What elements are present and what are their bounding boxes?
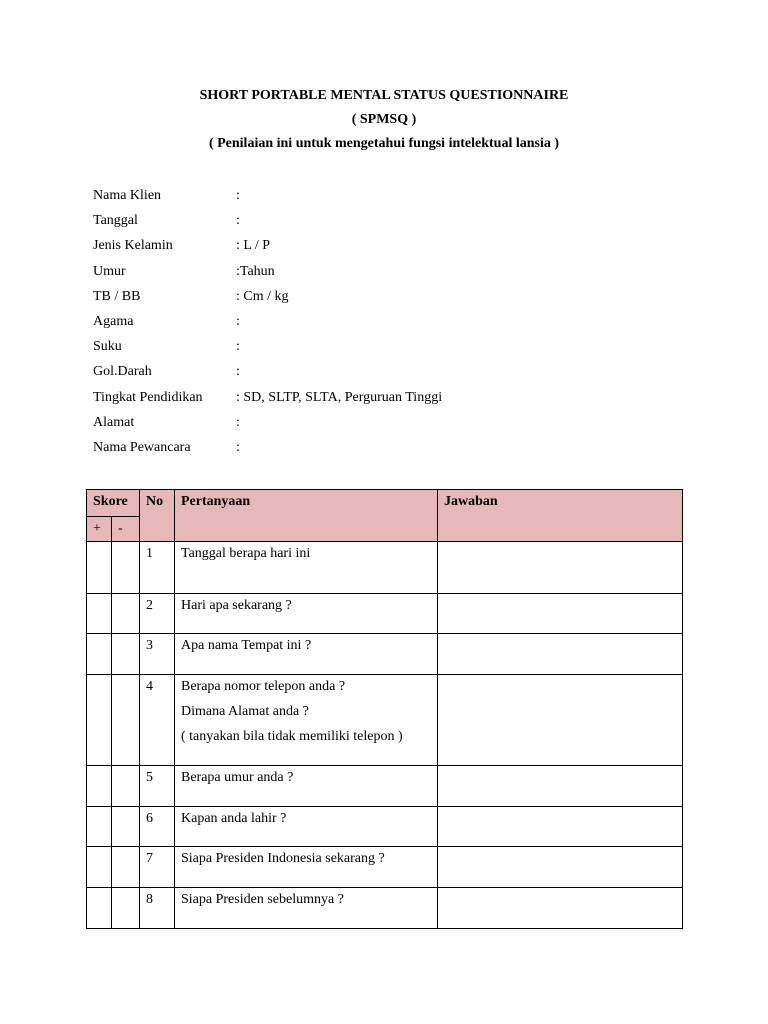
question-text: Apa nama Tempat ini ? [181,638,312,653]
questionnaire-table [86,489,683,929]
field-value: : Cm / kg [236,288,289,304]
table-row [87,888,683,929]
answer-cell[interactable] [438,766,683,807]
row-number [140,542,175,594]
score-minus-cell[interactable] [112,594,140,634]
row-number [140,675,175,766]
answer-cell[interactable] [438,888,683,929]
field-label: Umur [93,263,126,279]
score-plus-cell[interactable] [87,542,112,594]
row-number-label: 5 [146,770,153,785]
header-pertanyaan-label: Pertanyaan [181,494,251,509]
row-number-label: 4 [146,679,153,694]
row-number [140,634,175,675]
field-alamat [93,413,693,438]
field-label: Gol.Darah [93,364,152,380]
score-minus-cell[interactable] [112,634,140,675]
header-minus [112,517,140,542]
table-row [87,542,683,594]
answer-cell[interactable] [438,847,683,888]
header-skore-label: Skore [93,494,128,509]
field-label: Tingkat Pendidikan [93,389,203,405]
score-plus-cell[interactable] [87,634,112,675]
question-cell [175,847,438,888]
field-agama [93,312,693,337]
field-nama-pewancara [93,438,693,463]
field-suku [93,337,693,362]
field-value: : [236,414,240,430]
question-line: Dimana Alamat anda ? [181,704,309,719]
score-minus-cell[interactable] [112,847,140,888]
field-value: : [236,188,240,203]
question-text: Kapan anda lahir ? [181,811,287,826]
score-plus-cell[interactable] [87,594,112,634]
question-line: Berapa nomor telepon anda ? [181,679,346,694]
field-label: Alamat [93,414,135,430]
question-text: Siapa Presiden Indonesia sekarang ? [181,851,385,866]
answer-cell[interactable] [438,675,683,766]
answer-cell[interactable] [438,594,683,634]
header-plus [87,517,112,542]
field-label: Agama [93,313,134,329]
score-plus-cell[interactable] [87,675,112,766]
field-nama-klien [93,186,693,211]
question-text: Hari apa sekarang ? [181,598,292,613]
row-number [140,807,175,847]
row-number-label: 2 [146,598,153,613]
table-row [87,766,683,807]
field-label: Suku [93,339,122,355]
field-tingkat-pendidikan [93,388,693,413]
field-umur [93,262,693,287]
row-number-label: 8 [146,892,153,907]
row-number-label: 7 [146,851,153,866]
field-gol-darah [93,362,693,387]
question-cell [175,888,438,929]
answer-cell[interactable] [438,634,683,675]
question-note: ( tanyakan bila tidak memiliki telepon ) [181,729,403,744]
row-number-label: 6 [146,811,153,826]
field-label: Jenis Kelamin [93,238,173,254]
answer-cell[interactable] [438,542,683,594]
question-text: Tanggal berapa hari ini [181,546,311,561]
header-pertanyaan [175,490,438,542]
document-title: SHORT PORTABLE MENTAL STATUS QUESTIONNAIRE [199,88,569,103]
score-plus-cell[interactable] [87,888,112,929]
header-no [140,490,175,542]
header-jawaban-label: Jawaban [444,494,498,509]
field-tb-bb [93,287,693,312]
question-cell [175,807,438,847]
score-plus-cell[interactable] [87,766,112,807]
field-jenis-kelamin [93,236,693,261]
table-row [87,807,683,847]
question-text: Berapa umur anda ? [181,770,294,785]
row-number [140,594,175,634]
row-number [140,766,175,807]
field-label: Nama Klien [93,188,162,203]
question-text: Siapa Presiden sebelumnya ? [181,892,344,907]
field-value: :Tahun [236,263,275,279]
score-minus-cell[interactable] [112,542,140,594]
score-minus-cell[interactable] [112,807,140,847]
field-value: : [236,213,240,229]
table-row [87,594,683,634]
answer-cell[interactable] [438,807,683,847]
header-skore [87,490,140,517]
field-value: : L / P [236,238,271,254]
field-value: : [236,313,240,329]
field-tanggal [93,211,693,236]
field-label: Nama Pewancara [93,439,191,455]
document-header [0,86,768,158]
score-minus-cell[interactable] [112,888,140,929]
header-no-label: No [146,494,164,509]
field-value: : SD, SLTP, SLTA, Perguruan Tinggi [236,389,443,405]
question-cell [175,594,438,634]
question-cell [175,766,438,807]
table-row [87,675,683,766]
document-subtitle: ( Penilaian ini untuk mengetahui fungsi intelektual lansia ) [208,136,560,151]
table-header-row [87,490,683,517]
field-label: Tanggal [93,213,138,229]
row-number-label: 1 [146,546,153,561]
table-row [87,847,683,888]
header-minus-label: - [118,521,123,536]
field-label: TB / BB [93,288,141,304]
table-row [87,634,683,675]
field-value: : [236,364,240,380]
score-plus-cell[interactable] [87,807,112,847]
client-info-fields [93,186,693,463]
row-number [140,847,175,888]
question-cell [175,634,438,675]
header-plus-label: + [93,521,101,536]
field-value: : [236,339,240,355]
header-jawaban [438,490,683,542]
row-number [140,888,175,929]
score-minus-cell[interactable] [112,675,140,766]
document-abbreviation: ( SPMSQ ) [351,112,417,127]
row-number-label: 3 [146,638,153,653]
score-plus-cell[interactable] [87,847,112,888]
field-value: : [236,439,240,455]
question-text-multiline [175,675,437,752]
question-cell [175,675,438,766]
question-cell [175,542,438,594]
score-minus-cell[interactable] [112,766,140,807]
